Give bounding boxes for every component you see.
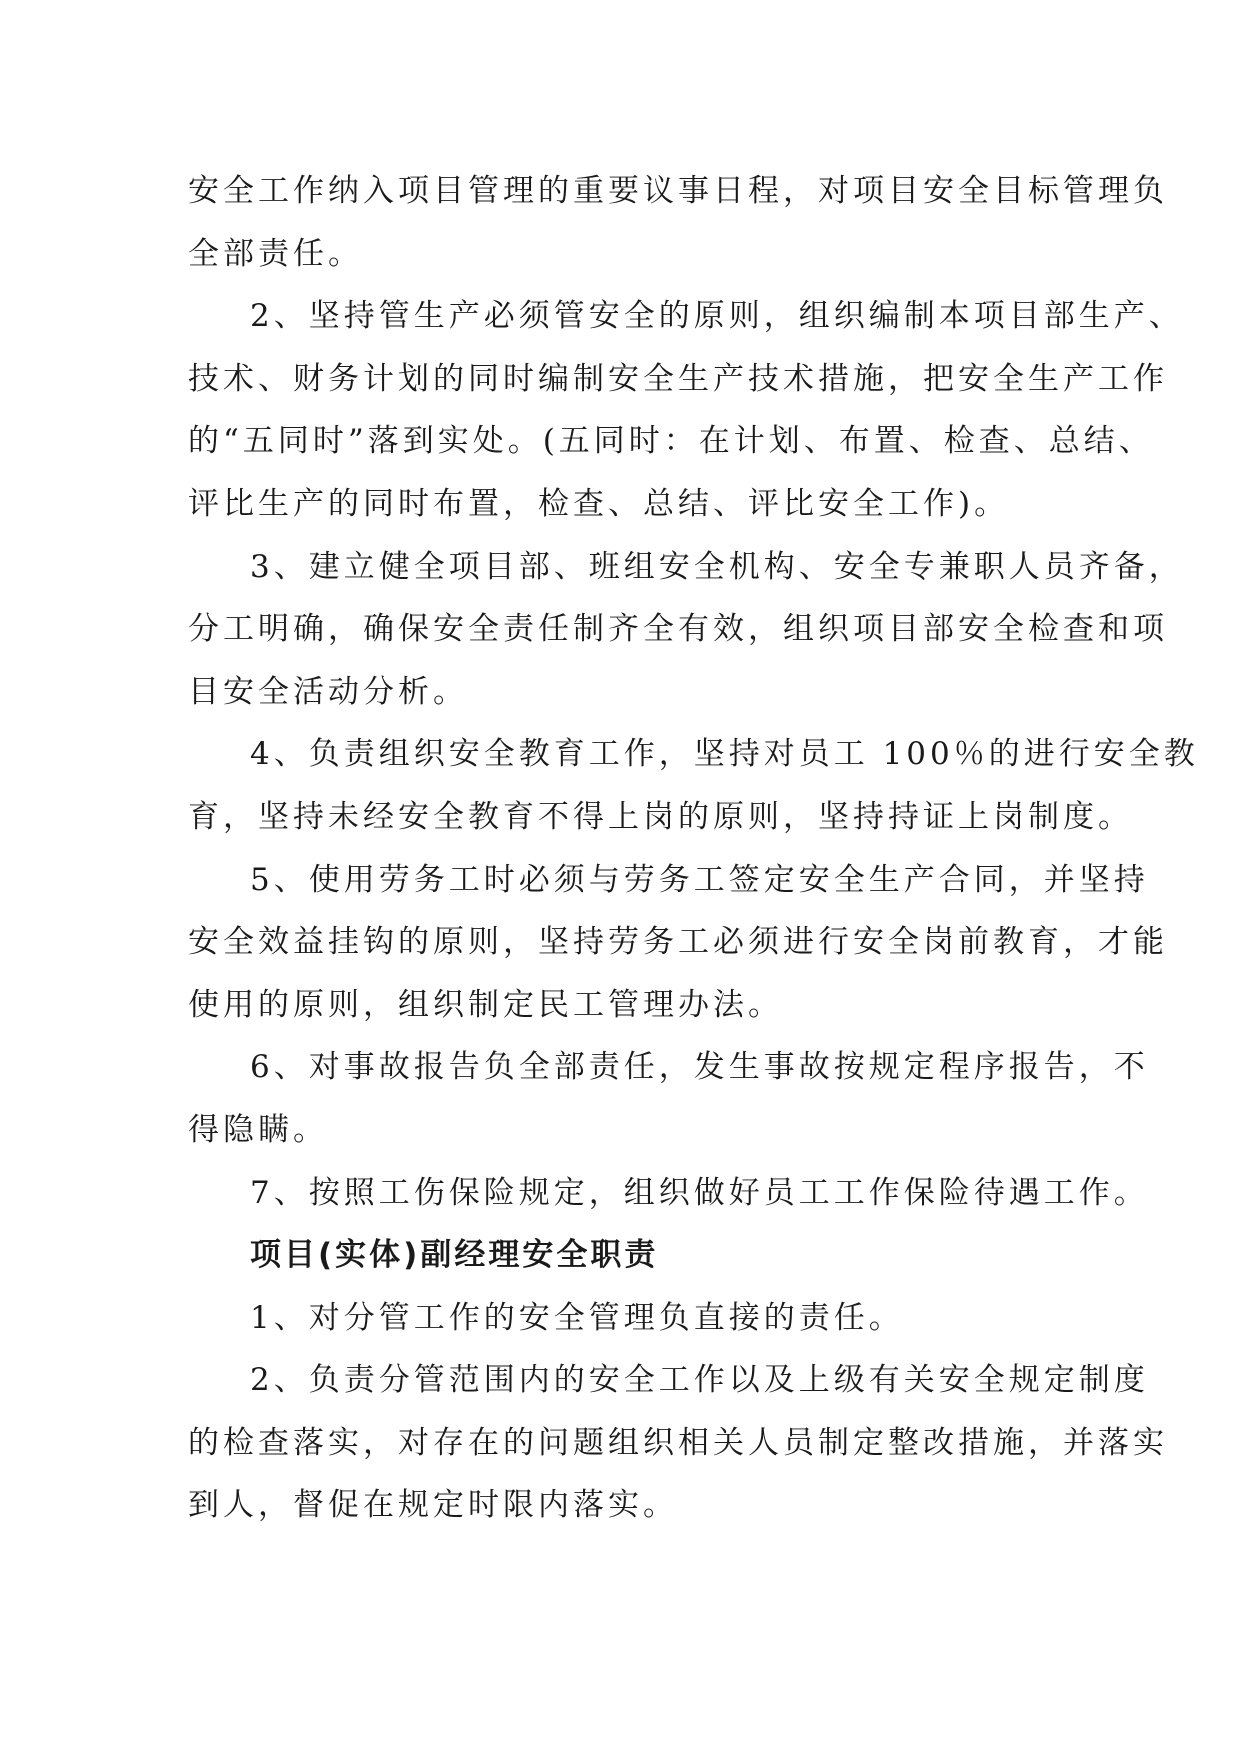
section-item-1-line: 1、对分管工作的安全管理负直接的责任。 [250,1299,904,1336]
body-line: 到人，督促在规定时限内落实。 [188,1487,678,1524]
body-line: 目安全活动分析。 [188,673,468,710]
document-body [188,160,1199,1537]
body-line: 分工明确，确保安全责任制齐全有效，组织项目部安全检查和项 [188,611,1168,648]
item-3-line: 3、建立健全项目部、班组安全机构、安全专兼职人员齐备， [250,548,1184,585]
item-7-line: 7、按照工伤保险规定，组织做好员工工作保险待遇工作。 [250,1174,1149,1211]
item-5-line: 5、使用劳务工时必须与劳务工签定安全生产合同，并坚持 [250,861,1149,898]
body-line: 技术、财务计划的同时编制安全生产技术措施，把安全生产工作 [188,360,1168,397]
item-2-line: 2、坚持管生产必须管安全的原则，组织编制本项目部生产、 [250,298,1184,335]
body-line: 全部责任。 [188,235,363,272]
section-heading: 项目(实体)副经理安全职责 [250,1237,659,1274]
body-line: 的检查落实，对存在的问题组织相关人员制定整改措施，并落实 [188,1424,1168,1461]
body-line: 安全效益挂钩的原则，坚持劳务工必须进行安全岗前教育，才能 [188,924,1168,961]
body-line: 的“五同时”落到实处。(五同时：在计划、布置、检查、总结、 [188,423,1154,460]
body-line: 评比生产的同时布置，检查、总结、评比安全工作)。 [188,485,1010,522]
body-line: 育，坚持未经安全教育不得上岗的原则，坚持持证上岗制度。 [188,798,1133,835]
section-item-2-line: 2、负责分管范围内的安全工作以及上级有关安全规定制度 [250,1362,1149,1399]
body-line: 安全工作纳入项目管理的重要议事日程，对项目安全目标管理负 [188,173,1168,209]
body-line: 使用的原则，组织制定民工管理办法。 [188,986,783,1023]
item-4-line: 4、负责组织安全教育工作，坚持对员工 100％的进行安全教 [250,736,1199,773]
item-6-line: 6、对事故报告负全部责任，发生事故按规定程序报告，不 [250,1049,1149,1086]
body-line: 得隐瞒。 [188,1111,328,1148]
